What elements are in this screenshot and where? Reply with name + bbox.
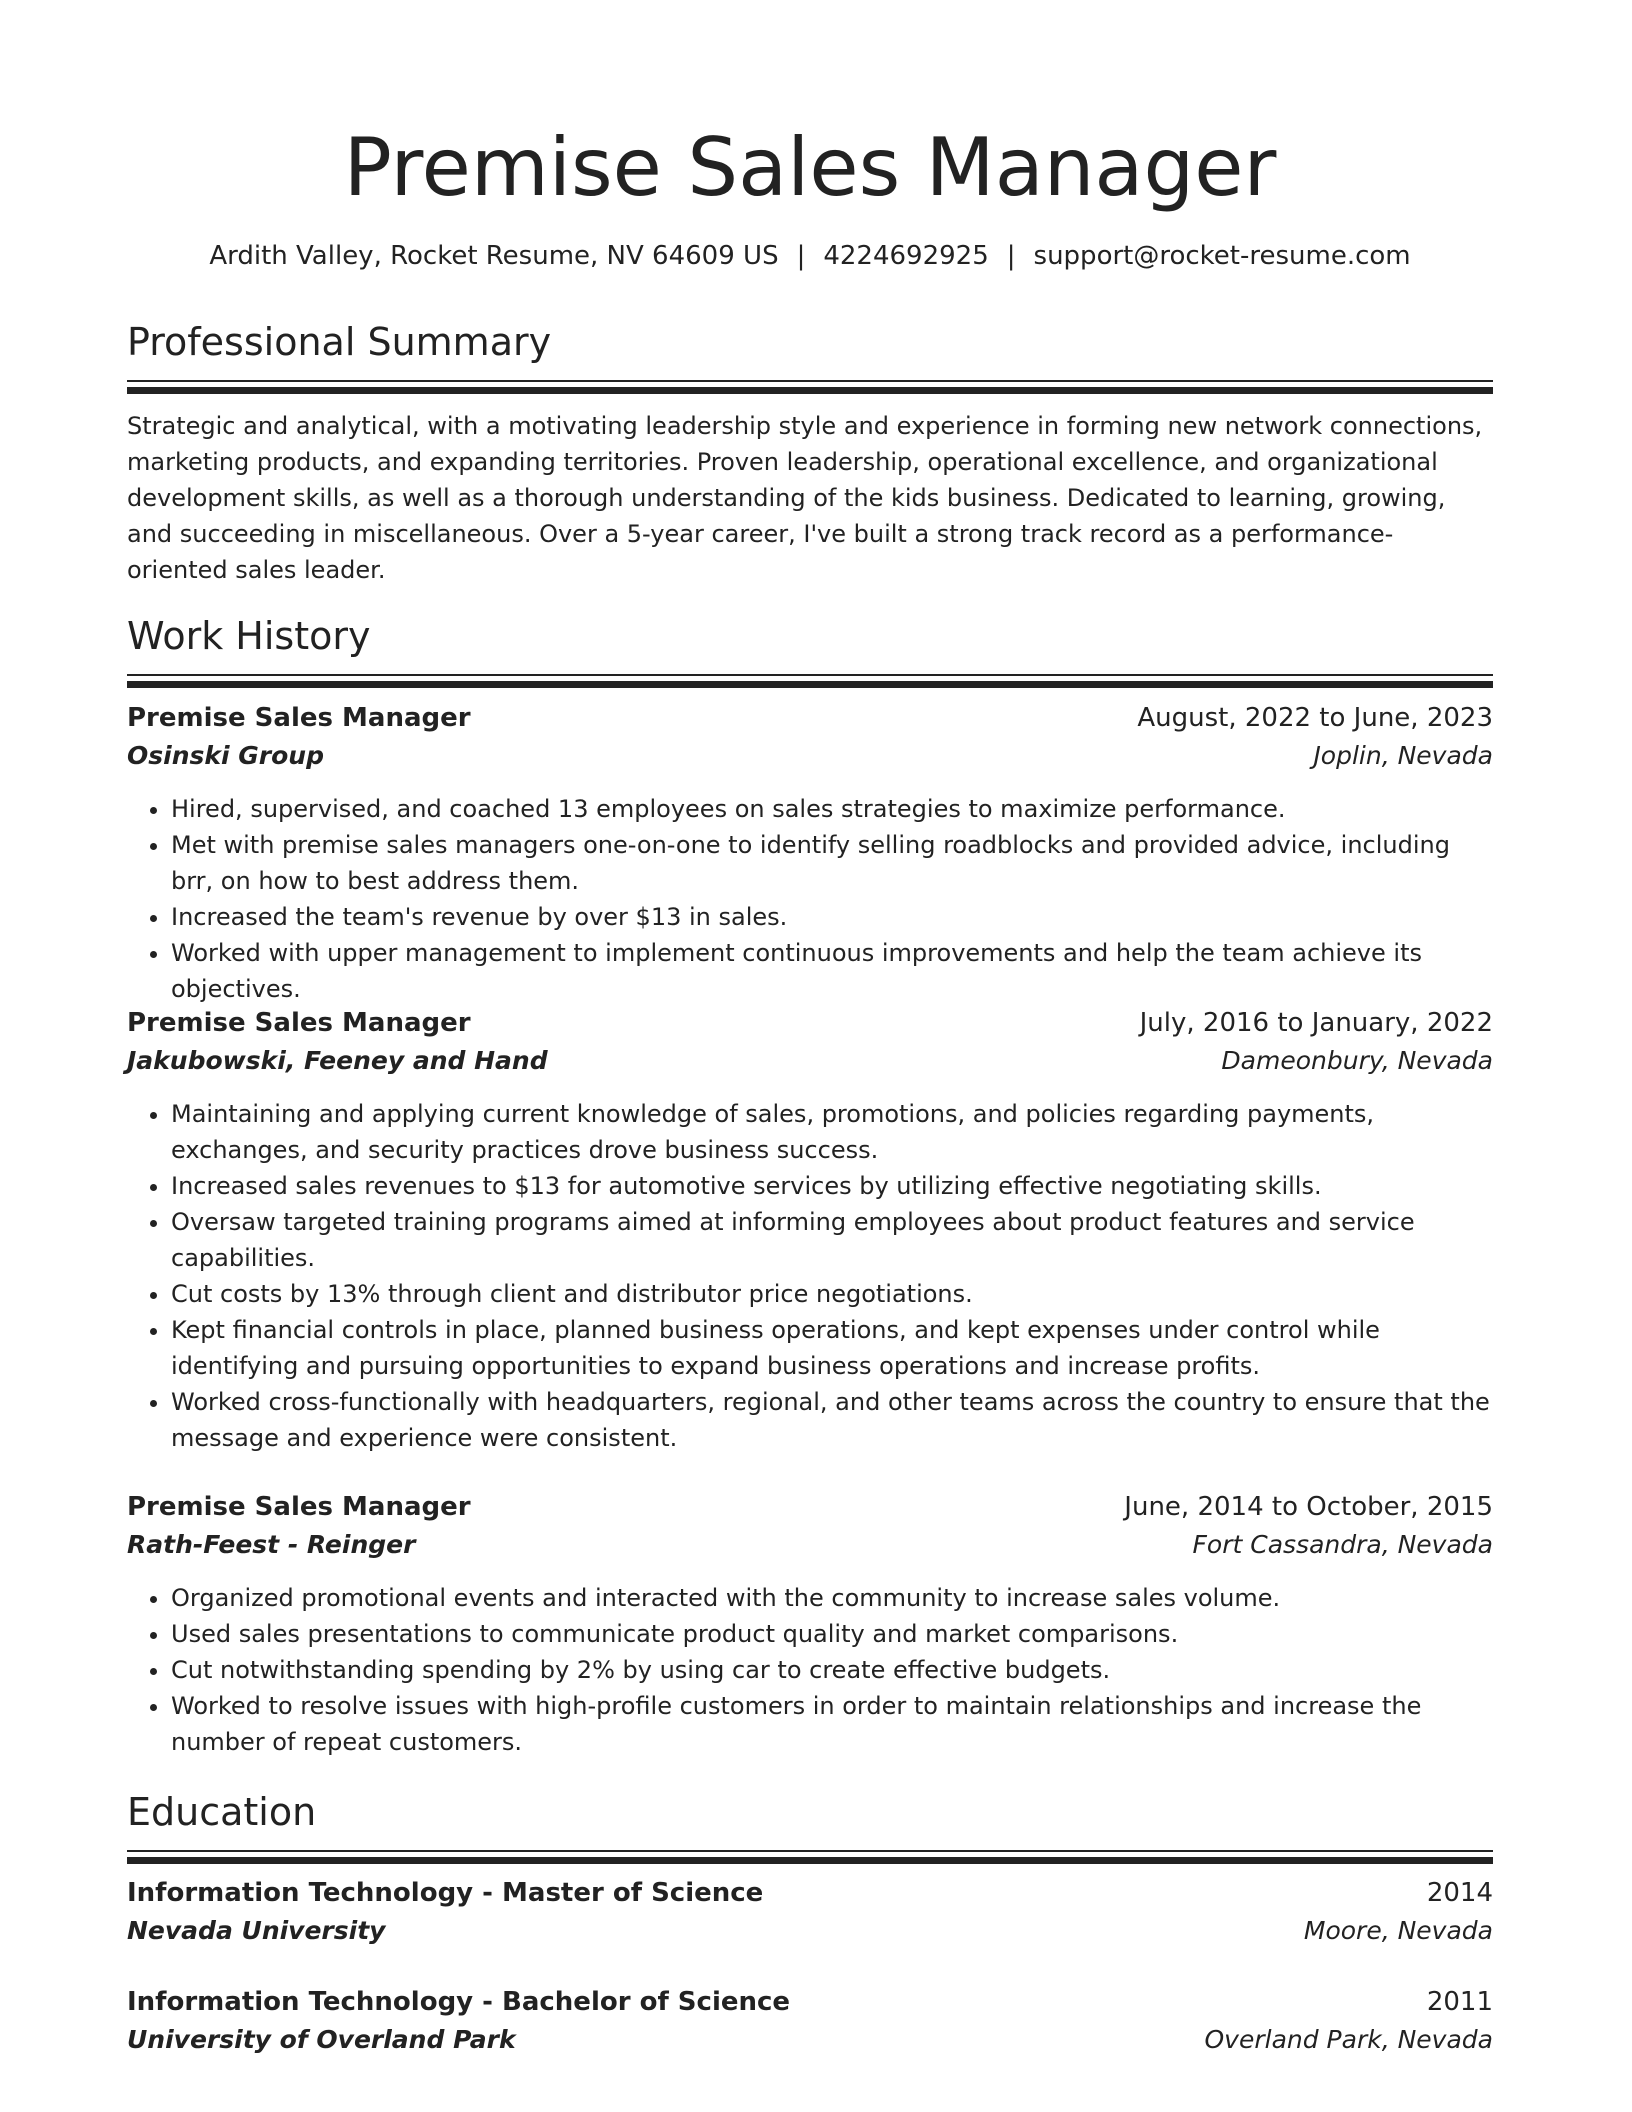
job-dates: August, 2022 to June, 2023 <box>1137 703 1493 733</box>
job-bullet: • Increased sales revenues to $13 for automotive services by utilizing effective negotiating skills. <box>171 1168 1493 1204</box>
job-bullet: • Hired, supervised, and coached 13 employees on sales strategies to maximize performance. <box>171 791 1493 827</box>
job-bullet: • Maintaining and applying current knowledge of sales, promotions, and policies regarding payments, exchanges, and security practices drove business success. <box>171 1096 1493 1168</box>
summary-text: Strategic and analytical, with a motivating leadership style and experience in forming new network connections, marketing products, and expanding territories. Proven leadership, operational excellence, and organizational development skills, as well as a thorough understanding of the kids business. Dedicated to learning, growing, and succeeding in miscellaneous. Over a 5-year career, I've built a strong track record as a performance-oriented sales leader. <box>127 412 1483 584</box>
education-location: Overland Park, Nevada <box>1204 2025 1493 2054</box>
section-divider-thin <box>127 1850 1493 1852</box>
section-divider-thick <box>127 681 1493 688</box>
job-bullet: • Cut costs by 13% through client and distributor price negotiations. <box>171 1276 1493 1312</box>
job-employer: Rath-Feest - Reinger <box>127 1530 416 1559</box>
job-employer: Osinski Group <box>127 741 324 770</box>
job-bullet: • Kept financial controls in place, planned business operations, and kept expenses under control while identifying and pursuing opportunities to expand business operations and increase profits. <box>171 1312 1493 1384</box>
education-degree: Information Technology - Master of Science <box>127 1878 764 1908</box>
job-bullet: • Met with premise sales managers one-on-one to identify selling roadblocks and provided advice, including brr, on how to best address them. <box>171 827 1493 899</box>
job-bullet: • Organized promotional events and interacted with the community to increase sales volume. <box>171 1580 1493 1616</box>
section-divider-thick <box>127 387 1493 394</box>
contact-address: Ardith Valley, Rocket Resume, NV 64609 US <box>209 241 779 271</box>
job-location: Fort Cassandra, Nevada <box>1192 1530 1493 1559</box>
contact-phone: 4224692925 <box>823 241 989 271</box>
education-school: Nevada University <box>127 1916 386 1945</box>
job-bullet: • Used sales presentations to communicate product quality and market comparisons. <box>171 1616 1493 1652</box>
contact-email: support@rocket-resume.com <box>1033 241 1411 271</box>
education-entry <box>127 1874 1493 1950</box>
job-bullet: • Oversaw targeted training programs aimed at informing employees about product features and service capabilities. <box>171 1204 1493 1276</box>
education-school: University of Overland Park <box>127 2025 516 2054</box>
job-bullet: • Worked cross-functionally with headquarters, regional, and other teams across the country to ensure that the message and experience were consistent. <box>171 1384 1493 1456</box>
job-bullet: • Worked to resolve issues with high-profile customers in order to maintain relationships and increase the number of repeat customers. <box>171 1688 1493 1760</box>
job-title: Premise Sales Manager <box>127 1008 471 1038</box>
section-divider-thin <box>127 674 1493 676</box>
job-bullets <box>127 1096 1493 1456</box>
job-entry <box>127 699 1493 1007</box>
job-bullet: • Worked with upper management to implement continuous improvements and help the team achieve its objectives. <box>171 935 1493 1007</box>
job-entry <box>127 1488 1493 1760</box>
job-location: Dameonbury, Nevada <box>1221 1046 1493 1075</box>
contact-separator: | <box>796 241 806 271</box>
work-history-heading: Work History <box>127 614 371 658</box>
job-dates: July, 2016 to January, 2022 <box>1139 1008 1493 1038</box>
job-title: Premise Sales Manager <box>127 703 471 733</box>
summary-section <box>127 318 1493 588</box>
section-divider-thin <box>127 380 1493 382</box>
education-year: 2011 <box>1426 1987 1493 2017</box>
job-bullet: • Cut notwithstanding spending by 2% by using car to create effective budgets. <box>171 1652 1493 1688</box>
education-location: Moore, Nevada <box>1303 1916 1493 1945</box>
education-heading: Education <box>127 1790 317 1834</box>
job-bullets <box>127 1580 1493 1760</box>
resume-name: Premise Sales Manager <box>343 121 1277 214</box>
education-section <box>127 1788 1493 1864</box>
work-history-section <box>127 612 1493 688</box>
education-degree: Information Technology - Bachelor of Science <box>127 1987 791 2017</box>
job-employer: Jakubowski, Feeney and Hand <box>127 1046 548 1075</box>
job-dates: June, 2014 to October, 2015 <box>1124 1492 1493 1522</box>
job-bullets <box>127 791 1493 1007</box>
job-entry <box>127 1004 1493 1456</box>
contact-separator: | <box>1006 241 1016 271</box>
education-entry <box>127 1983 1493 2059</box>
job-bullet: • Increased the team's revenue by over $13 in sales. <box>171 899 1493 935</box>
section-divider-thick <box>127 1857 1493 1864</box>
summary-heading: Professional Summary <box>127 320 552 364</box>
contact-line <box>127 238 1493 274</box>
job-title: Premise Sales Manager <box>127 1492 471 1522</box>
job-location: Joplin, Nevada <box>1313 741 1493 770</box>
education-year: 2014 <box>1426 1878 1493 1908</box>
